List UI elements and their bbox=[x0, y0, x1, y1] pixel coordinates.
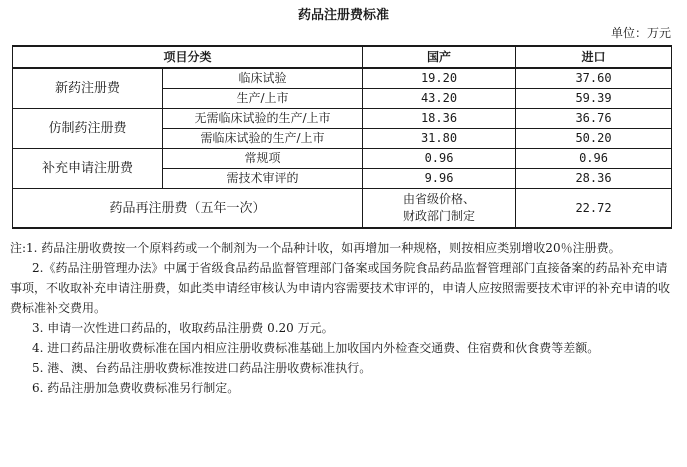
subcategory-cell: 临床试验 bbox=[163, 68, 363, 89]
import-fee-cell: 28.36 bbox=[516, 169, 672, 189]
import-fee-cell: 50.20 bbox=[516, 129, 672, 149]
domestic-fee-cell: 43.20 bbox=[363, 89, 516, 109]
header-category: 项目分类 bbox=[13, 46, 363, 68]
import-fee-cell: 36.76 bbox=[516, 109, 672, 129]
table-header-row bbox=[13, 46, 672, 68]
reregistration-domestic-cell bbox=[363, 189, 516, 229]
note-paragraph: 3. 申请一次性进口药品的，收取药品注册费 0.20 万元。 bbox=[32, 321, 334, 335]
note-paragraph: 2.《药品注册管理办法》中属于省级食品药品监督管理部门备案或国务院食品药品监督管理部门直接备案的药品补充申请事项，不收取补充申请注册费，如此类申请经审核认为申请内容需要技术审评的，申请人应按照需要技术审评的补充申请的收费标准补交费用。 bbox=[10, 261, 671, 315]
reregistration-domestic-line: 由省级价格、 bbox=[403, 192, 476, 206]
reregistration-label: 药品再注册费（五年一次） bbox=[13, 189, 363, 229]
domestic-fee-cell: 18.36 bbox=[363, 109, 516, 129]
table-row bbox=[13, 109, 672, 129]
document-title: 药品注册费标准 bbox=[297, 8, 389, 23]
import-fee-cell: 0.96 bbox=[516, 149, 672, 169]
category-cell: 仿制药注册费 bbox=[13, 109, 163, 149]
notes-section bbox=[10, 238, 678, 398]
reregistration-domestic-line: 财政部门制定 bbox=[403, 209, 476, 223]
import-fee-cell: 37.60 bbox=[516, 68, 672, 89]
reregistration-import-cell: 22.72 bbox=[516, 189, 672, 229]
note-paragraph: 5. 港、澳、台药品注册收费标准按进口药品注册收费标准执行。 bbox=[32, 361, 372, 375]
subcategory-cell: 常规项 bbox=[163, 149, 363, 169]
category-cell: 补充申请注册费 bbox=[13, 149, 163, 189]
note-paragraph: 注:1. 药品注册收费按一个原料药或一个制剂为一个品种计收，如再增加一种规格，则按相应类别增收20％注册费。 bbox=[10, 241, 621, 255]
category-cell: 新药注册费 bbox=[13, 68, 163, 109]
note-paragraph: 6. 药品注册加急费收费标准另行制定。 bbox=[32, 381, 240, 395]
subcategory-cell: 需临床试验的生产/上市 bbox=[163, 129, 363, 149]
import-fee-cell: 59.39 bbox=[516, 89, 672, 109]
domestic-fee-cell: 31.80 bbox=[363, 129, 516, 149]
header-import: 进口 bbox=[516, 46, 672, 68]
domestic-fee-cell: 0.96 bbox=[363, 149, 516, 169]
header-domestic: 国产 bbox=[363, 46, 516, 68]
table-row bbox=[13, 149, 672, 169]
subcategory-cell: 无需临床试验的生产/上市 bbox=[163, 109, 363, 129]
table-row bbox=[13, 68, 672, 89]
subcategory-cell: 生产/上市 bbox=[163, 89, 363, 109]
unit-label: 单位：万元 bbox=[610, 26, 671, 40]
domestic-fee-cell: 19.20 bbox=[363, 68, 516, 89]
note-paragraph: 4. 进口药品注册收费标准在国内相应注册收费标准基础上加收国内外检查交通费、住宿费和伙食费等差额。 bbox=[32, 341, 600, 355]
domestic-fee-cell: 9.96 bbox=[363, 169, 516, 189]
table-row-reregistration bbox=[13, 189, 672, 229]
fee-table bbox=[12, 45, 672, 229]
subcategory-cell: 需技术审评的 bbox=[163, 169, 363, 189]
